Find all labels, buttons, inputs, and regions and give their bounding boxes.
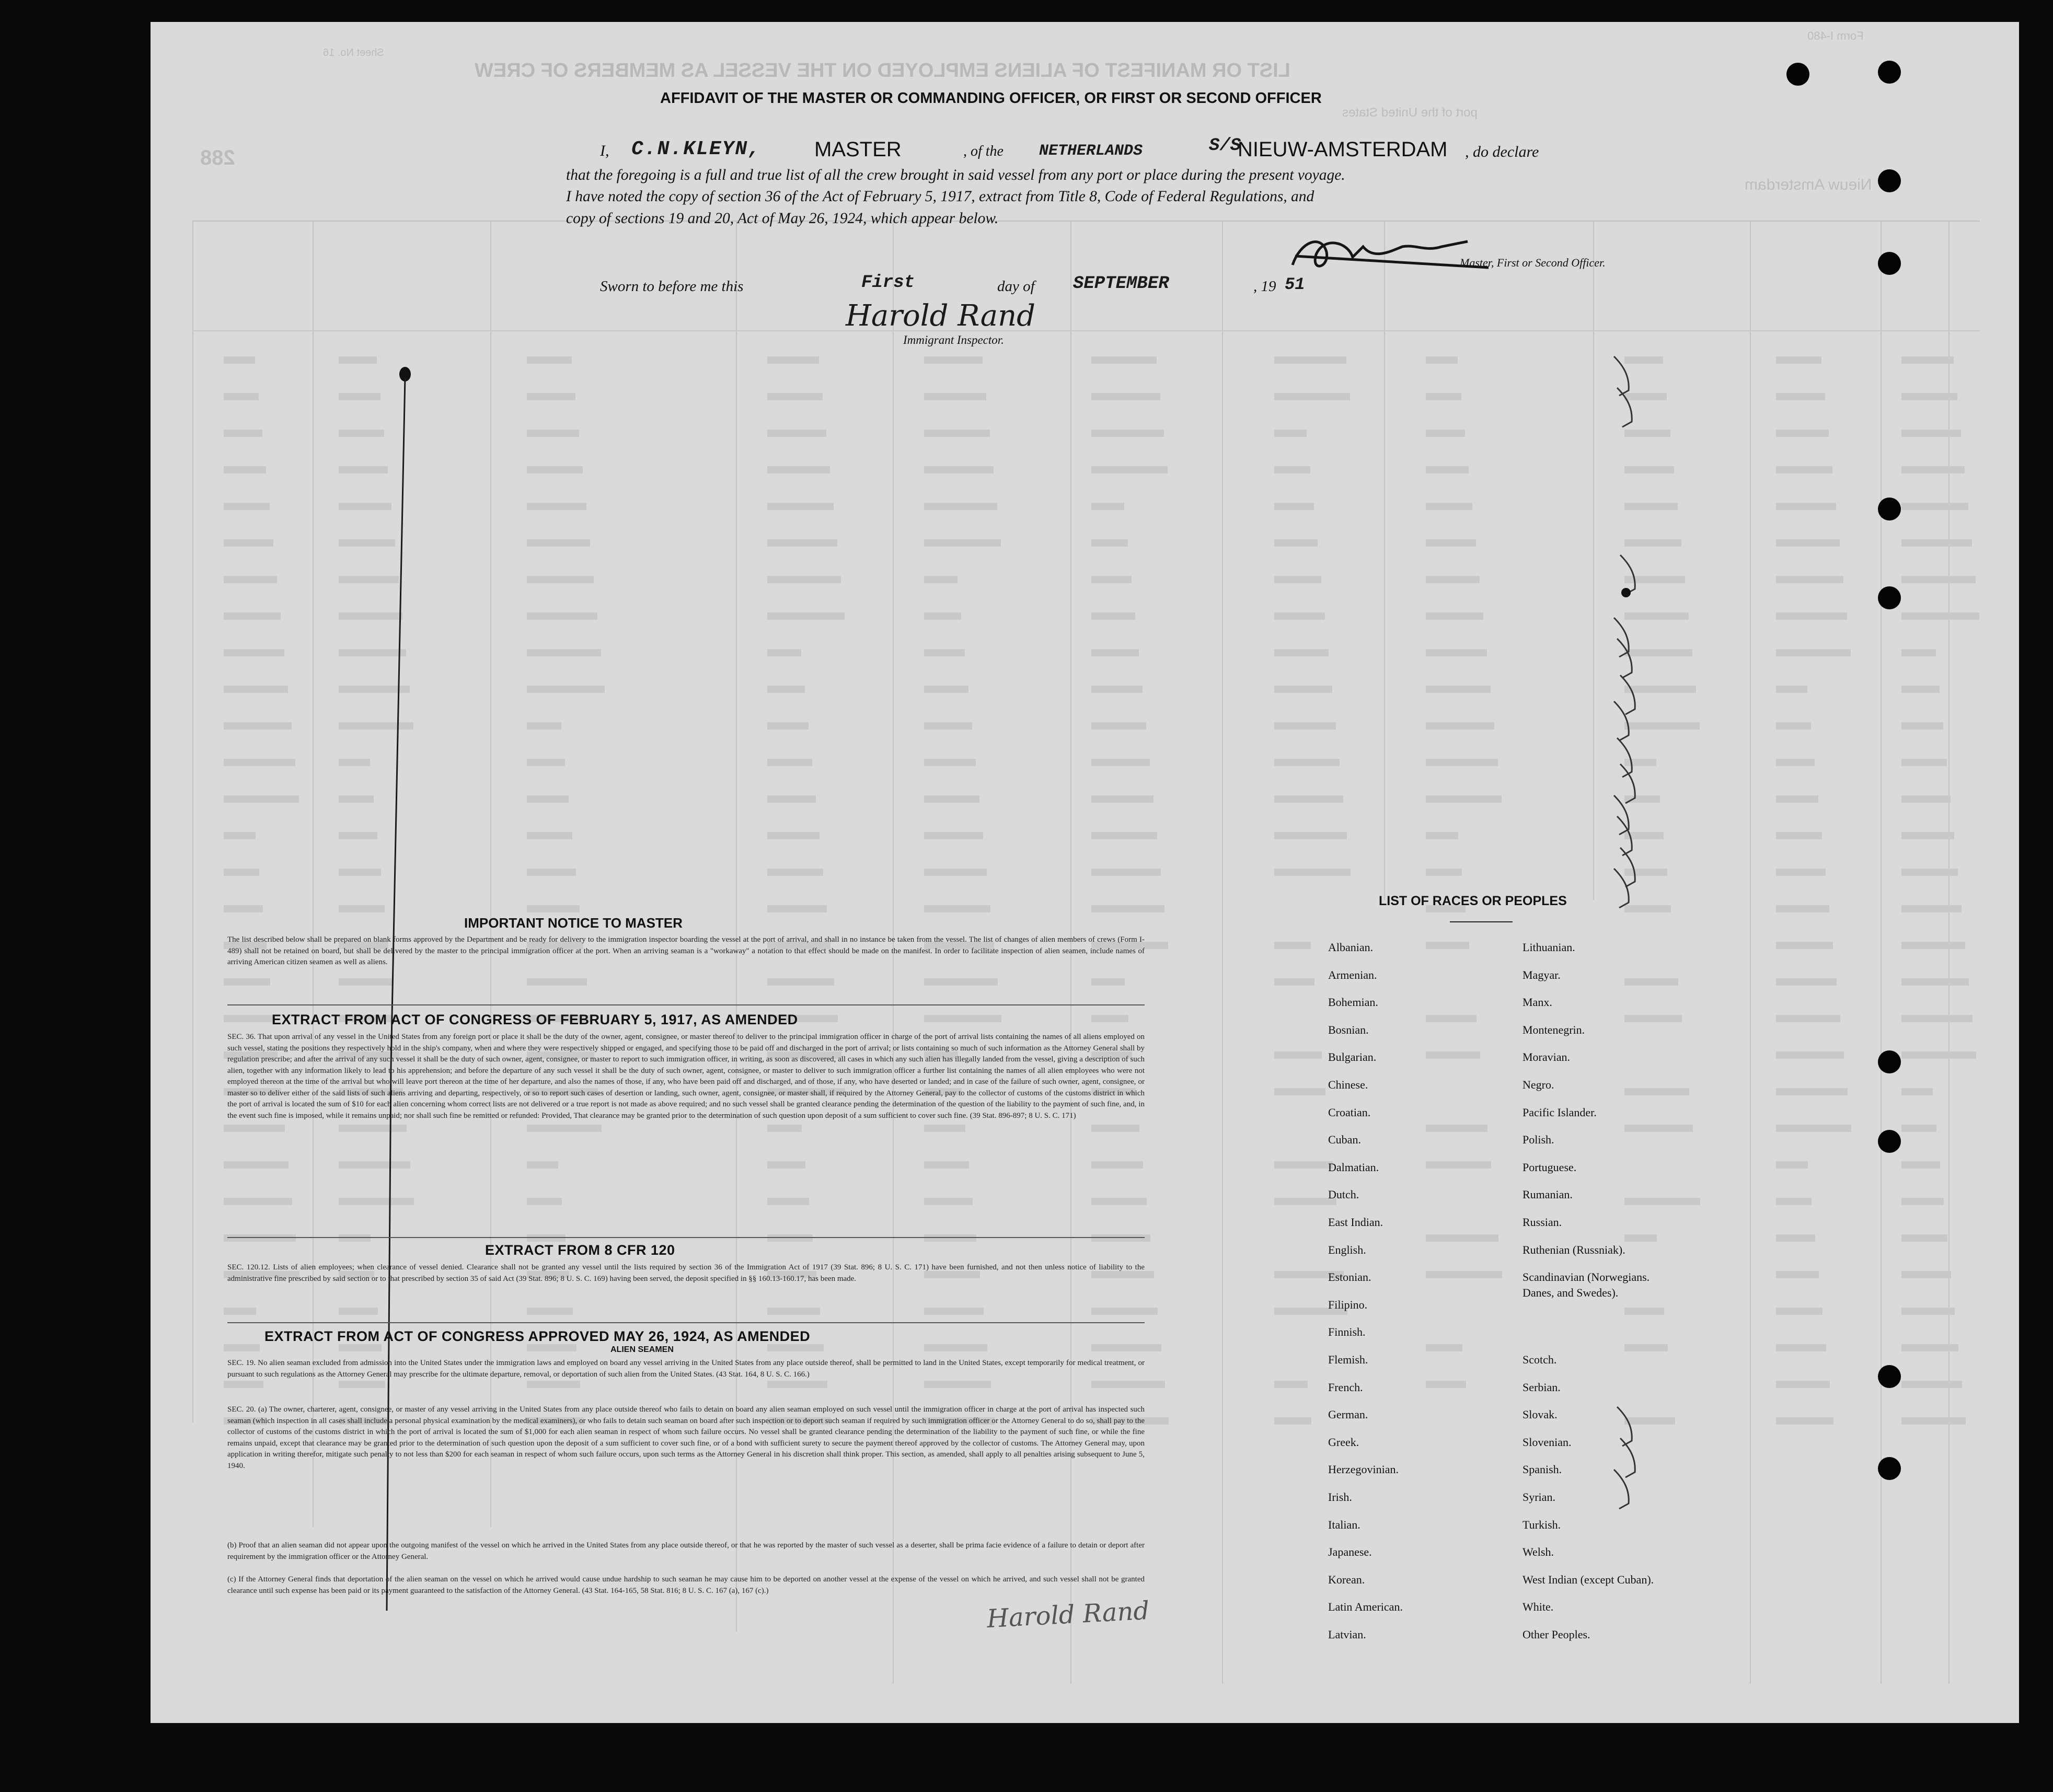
check-mark	[1614, 356, 1629, 396]
vessel-name: NIEUW-AMSTERDAM	[1238, 138, 1448, 161]
do-declare-label: , do declare	[1465, 143, 1539, 160]
race-item: German.	[1328, 1408, 1368, 1421]
master-name: C.N.KLEYN,	[631, 138, 762, 160]
sworn-year: 51	[1285, 275, 1305, 294]
race-item: Greek.	[1328, 1435, 1359, 1449]
race-item: Chinese.	[1328, 1078, 1368, 1091]
extract-1924-subheading: ALIEN SEAMEN	[610, 1345, 674, 1354]
sworn-month: SEPTEMBER	[1073, 274, 1169, 294]
race-item: Syrian.	[1523, 1490, 1555, 1504]
check-mark	[1620, 848, 1635, 887]
extract-1917-heading: EXTRACT FROM ACT OF CONGRESS OF FEBRUARY 5, 1917, AS AMENDED	[272, 1012, 798, 1027]
race-item: Flemish.	[1328, 1353, 1368, 1366]
check-mark	[1620, 1438, 1635, 1477]
race-item: Armenian.	[1328, 968, 1377, 981]
bleed-through-form: Form I-480	[1807, 29, 1864, 42]
race-item: Slovak.	[1523, 1408, 1558, 1421]
bleed-through-vessel: Nieuw Amsterdam	[1745, 176, 1872, 193]
bleed-through-sheet-number: Sheet No. 16	[323, 47, 384, 59]
race-item: Welsh.	[1523, 1545, 1554, 1559]
manifest-sheet	[151, 22, 2019, 1723]
race-item: Danes, and Swedes).	[1523, 1286, 1619, 1300]
inspector-signature: Harold Rand	[846, 299, 1036, 333]
race-item: Filipino.	[1328, 1298, 1368, 1311]
master-title: MASTER	[814, 138, 902, 161]
race-item: Russian.	[1523, 1216, 1562, 1229]
race-item: Spanish.	[1523, 1463, 1562, 1476]
affidavit-line-3: I have noted the copy of section 36 of the Act of February 5, 1917, extract from Title 8, Code of Federal Regulations, and	[566, 188, 1314, 205]
race-item: Bulgarian.	[1328, 1050, 1377, 1064]
bleed-through-stamp: 288	[200, 146, 235, 169]
race-item: Polish.	[1523, 1133, 1554, 1147]
check-mark	[1617, 1407, 1632, 1446]
race-item: Latvian.	[1328, 1628, 1366, 1641]
sec-20c-text: (c) If the Attorney General finds that deportation of the alien seaman on the vessel on which he arrived would cause undue hardship to such seaman he may cause him to be deported on another vessel at the expense of the vessel on which he arrived, and such vessel shall not be granted clearance until such expense has been paid or its payment guaranteed to the satisfaction of the Attorney General. (43 Stat. 164-165, 58 Stat. 816; 8 U. S. C. 167 (a), 167 (c).)	[227, 1575, 1145, 1595]
inspector-caption: Immigrant Inspector.	[903, 333, 1004, 346]
extract-cfr-text: SEC. 120.12. Lists of alien employees; when clearance of vessel denied. Clearance shall not be granted any vessel until the lists required by section 36 of the Immigration Act of 1917 (39 Stat. 896; 8 U. S. C. 171) have been furnished, and not then unless notice of liability to the administrative fine prescribed by said section or to that prescribed by section 35 of said Act (39 Stat. 896; 8 U. S. C. 169) having been served, the deposit specified in §§ 160.13-160.17, has been made.	[227, 1263, 1145, 1283]
race-item: Albanian.	[1328, 941, 1374, 954]
check-mark	[1620, 764, 1635, 803]
extract-cfr-heading: EXTRACT FROM 8 CFR 120	[485, 1242, 675, 1258]
sworn-day: First	[861, 273, 915, 293]
check-mark	[1614, 869, 1629, 908]
sec-20-text: SEC. 20. (a) The owner, charterer, agent, consignee, or master of any vessel arriving in the United States from any place outside thereof who fails to detain on board any alien seaman employed on such vessel until the immigration officer in charge at the port of arrival has inspected such seaman (which inspection in all cases shall include a personal physical examination by the medical examiners), or who fails to detain such seaman on board after such inspection or to deport such seaman if required by such immigration officer or the Attorney General to do so, shall pay to the collector of customs of the customs district in which the port of arrival is located the sum of $1,000 for each alien seaman in respect of whom such failure occurs. No vessel shall be granted clearance pending the determination of the liability to the payment of such fine, or while the fine remains unpaid, except that clearance may be granted prior to the determination of such question upon the deposit of a sum sufficient to cover such fine, or of a bond with sufficient surety to secure the payment thereof approved by the collector of customs. The Attorney General may, upon application in writing therefor, mitigate such penalty to not less than $200 for each seaman in respect of whom such failure occurs, upon such terms as the Attorney General in his discretion shall think proper. This section, as amended, shall apply to all penalties arising subsequent to June 5, 1940.	[227, 1405, 1145, 1470]
race-item: White.	[1523, 1600, 1554, 1614]
master-signature-caption: Master, First or Second Officer.	[1460, 256, 1606, 269]
race-item: Bosnian.	[1328, 1023, 1369, 1036]
notice-heading: IMPORTANT NOTICE TO MASTER	[464, 915, 683, 931]
flag-country: NETHERLANDS	[1039, 142, 1143, 160]
bleed-through-port: port of the United States	[1342, 106, 1478, 120]
race-item: Montenegrin.	[1523, 1023, 1585, 1036]
race-item: Herzegovinian.	[1328, 1463, 1399, 1476]
bottom-signature: Harold Rand	[986, 1596, 1150, 1634]
race-item: East Indian.	[1328, 1216, 1383, 1229]
check-mark	[1614, 1470, 1629, 1509]
of-the-label: , of the	[963, 143, 1004, 159]
sec-20b-text: (b) Proof that an alien seaman did not appear upon the outgoing manifest of the vessel on which he arrived in the United States from any place outside thereof, or that he was reported by the master of such vessel as a deserter, shall be prima facie evidence of a failure to detain or deport after requirement by the immigration officer or the Attorney General.	[227, 1541, 1145, 1561]
race-item: Irish.	[1328, 1490, 1352, 1504]
race-item: Japanese.	[1328, 1545, 1372, 1559]
race-item: Croatian.	[1328, 1105, 1371, 1119]
race-item: Magyar.	[1523, 968, 1561, 981]
race-item: Dutch.	[1328, 1188, 1359, 1201]
race-item: Turkish.	[1523, 1518, 1561, 1531]
ss-prefix: S/S	[1209, 136, 1241, 156]
bleed-through-title: LIST OR MANIFEST OF ALIENS EMPLOYED ON THE VESSEL AS MEMBERS OF CREW	[475, 60, 1290, 82]
check-mark	[1620, 675, 1635, 714]
check-marks	[151, 22, 2019, 1723]
race-item: Ruthenian (Russniak).	[1523, 1243, 1625, 1256]
race-item: English.	[1328, 1243, 1366, 1256]
extract-1917-text: SEC. 36. That upon arrival of any vessel in the United States from any foreign port or place it shall be the duty of the owner, agent, consignee, or master thereof to deliver to the principal immigration officer in charge of the port of arrival lists containing the names of all aliens employed on such vessel, stating the positions they respectively hold in the ship's company, when and where they were respectively shipped or engaged, and specifying those to be paid off and discharged in the port of arrival; or lists containing so much of such information as the Attorney General shall by regulation prescribe; and after the arrival of any such vessel it shall be the duty of such owner, agent, consignee, or master to report to such immigration officer, in writing, as soon as discovered, all cases in which any such alien has illegally landed from the vessel, giving a description of such alien, together with any information likely to lead to his apprehension; and before the departure of any such vessel it shall be the duty of such owner, agent, consignee, or master to deliver to such immigration officer a further list containing the names of all alien employees who were not employed thereon at the time of the arrival but who will leave port thereon at the time of her departure, and also the names of those, if any, who have been paid off and discharged, and of those, if any, who have deserted or landed; and in case of the failure of such owner, agent, consignee, or master so to deliver either of the said lists of such aliens arriving and departing, respectively, or so to report such cases of desertion or landing, such owner, agent, consignee, or master shall, if required by the Attorney General, pay to the collector of customs of the customs district in which the port of arrival is located the sum of $10 for each alien concerning whom correct lists are not delivered or a true report is not made as above required; and no such vessel shall be granted clearance pending the determination of the question of the liability to the payment of such fine, and, in the event such fine is imposed, while it remains unpaid; nor shall such fine be remitted or refunded: Provided, That clearance may be granted prior to the determination of such question upon deposit of a sum sufficient to cover such fine. (39 Stat. 896-897; 8 U. S. C. 171)	[227, 1033, 1145, 1120]
race-item: West Indian (except Cuban).	[1523, 1573, 1654, 1586]
year-prefix: , 19	[1253, 278, 1276, 295]
race-item: Other Peoples.	[1523, 1628, 1590, 1641]
check-mark	[1614, 701, 1629, 741]
race-item: Portuguese.	[1523, 1160, 1577, 1174]
race-item: Finnish.	[1328, 1325, 1366, 1339]
race-item: Pacific Islander.	[1523, 1105, 1597, 1119]
check-mark	[1617, 738, 1632, 777]
race-item: Cuban.	[1328, 1133, 1361, 1147]
race-item: Slovenian.	[1523, 1435, 1572, 1449]
race-item: Latin American.	[1328, 1600, 1403, 1614]
race-item: Scotch.	[1523, 1353, 1557, 1366]
race-item: Italian.	[1328, 1518, 1360, 1531]
affidavit-i: I,	[600, 142, 609, 159]
affidavit-line-2: that the foregoing is a full and true list of all the crew brought in said vessel from any port or place during the present voyage.	[566, 167, 1345, 183]
race-item: Lithuanian.	[1523, 941, 1575, 954]
race-item: Serbian.	[1523, 1380, 1561, 1394]
race-item: Dalmatian.	[1328, 1160, 1379, 1174]
extract-1924-heading: EXTRACT FROM ACT OF CONGRESS APPROVED MAY 26, 1924, AS AMENDED	[264, 1328, 811, 1344]
check-mark	[1617, 639, 1632, 678]
race-item: Scandinavian (Norwegians.	[1523, 1270, 1650, 1284]
check-mark	[1617, 388, 1632, 427]
race-item: Negro.	[1523, 1078, 1554, 1091]
affidavit-line-4: copy of sections 19 and 20, Act of May 26, 1924, which appear below.	[566, 210, 999, 227]
race-item: Manx.	[1523, 996, 1552, 1009]
check-mark	[1617, 816, 1632, 855]
affidavit-heading: AFFIDAVIT OF THE MASTER OR COMMANDING OFFICER, OR FIRST OR SECOND OFFICER	[660, 90, 1322, 107]
race-item: Estonian.	[1328, 1270, 1371, 1284]
sec-19-text: SEC. 19. No alien seaman excluded from admission into the United States under the immigration laws and employed on board any vessel arriving in the United States from any place outside thereof, shall be permitted to land in the United States, except temporarily for medical treatment, or pursuant to such regulations as the Attorney General may prescribe for the ultimate departure, removal, or deportation of such alien from the United States. (43 Stat. 164, 8 U. S. C. 166.)	[227, 1359, 1145, 1379]
race-item: Rumanian.	[1523, 1188, 1573, 1201]
ink-dot	[1621, 588, 1631, 597]
notice-text: The list described below shall be prepared on blank forms approved by the Department and be ready for delivery to the immigration inspector boarding the vessel at the port of arrival, and shall in no instance be taken from the vessel. The list of changes of alien members of crews (Form I-489) shall not be retained on board, but shall be delivered by the master to the principal immigration officer at the port. When an arriving seaman is a "workaway" a notation to that effect should be made on the manifest. In order to facilitate inspection of alien seamen, include names of arriving American citizen seamen as well as aliens.	[227, 935, 1145, 966]
race-item: French.	[1328, 1380, 1363, 1394]
races-heading: LIST OF RACES OR PEOPLES	[1379, 894, 1567, 908]
race-item: Bohemian.	[1328, 996, 1378, 1009]
race-item: Moravian.	[1523, 1050, 1571, 1064]
sworn-label: Sworn to before me this	[600, 278, 744, 295]
day-of-label: day of	[997, 278, 1035, 295]
race-item: Korean.	[1328, 1573, 1365, 1586]
